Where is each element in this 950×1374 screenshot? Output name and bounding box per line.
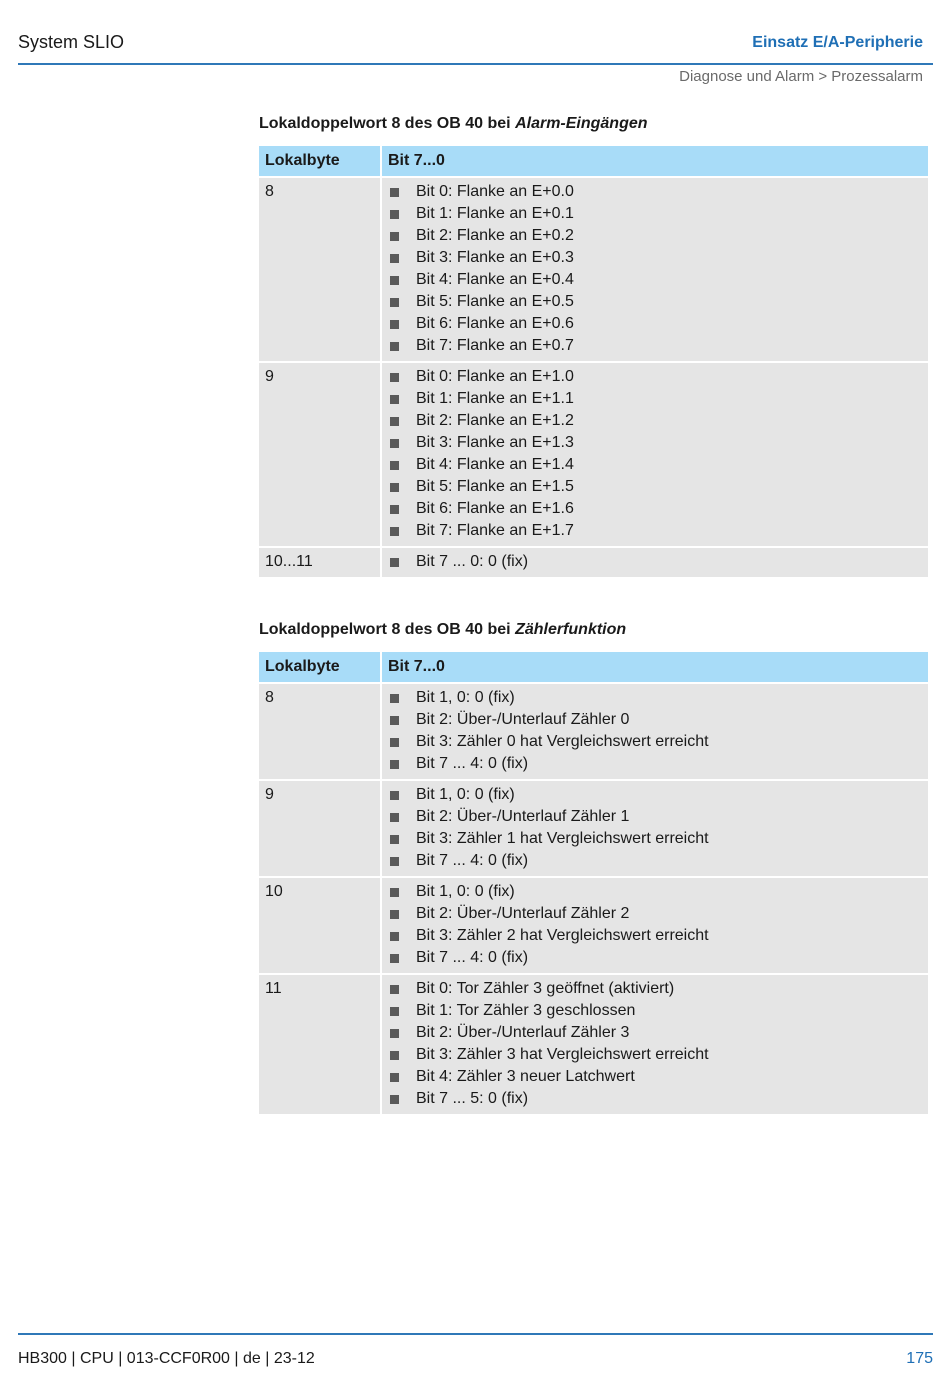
bit-list <box>388 978 922 1110</box>
square-bullet-icon <box>390 888 399 897</box>
list-item-text: Bit 7 ... 5: 0 (fix) <box>416 1090 529 1107</box>
header-title: System SLIO <box>18 32 125 52</box>
list-item-text: Bit 5: Flanke an E+0.5 <box>416 293 574 310</box>
list-item-text: Bit 6: Flanke an E+0.6 <box>416 315 574 332</box>
table-alarm-inputs <box>257 144 930 579</box>
table-row <box>259 975 928 1114</box>
square-bullet-icon <box>390 1051 399 1060</box>
square-bullet-icon <box>390 558 399 567</box>
table-row <box>259 363 928 546</box>
list-item-text: Bit 3: Zähler 1 hat Vergleichswert erreicht <box>416 830 709 847</box>
table-row <box>259 684 928 779</box>
list-item <box>388 828 922 850</box>
table-row <box>259 178 928 361</box>
list-item <box>388 709 922 731</box>
table-counter-function <box>257 650 930 1116</box>
list-item <box>388 1000 922 1022</box>
list-item-text: Bit 0: Flanke an E+0.0 <box>416 183 574 200</box>
table-header-row <box>259 652 928 682</box>
square-bullet-icon <box>390 738 399 747</box>
square-bullet-icon <box>390 527 399 536</box>
list-item-text: Bit 2: Über-/Unterlauf Zähler 2 <box>416 905 630 922</box>
list-item-text: Bit 4: Flanke an E+0.4 <box>416 271 574 288</box>
list-item <box>388 1044 922 1066</box>
bit-description-cell <box>382 781 928 876</box>
list-item-text: Bit 7 ... 4: 0 (fix) <box>416 949 529 966</box>
bit-list <box>388 881 922 969</box>
square-bullet-icon <box>390 954 399 963</box>
square-bullet-icon <box>390 694 399 703</box>
lokalbyte-cell: 8 <box>259 684 380 779</box>
list-item <box>388 388 922 410</box>
bit-list <box>388 551 922 573</box>
list-item <box>388 1066 922 1088</box>
list-item <box>388 925 922 947</box>
list-item-text: Bit 2: Flanke an E+1.2 <box>416 412 574 429</box>
lokalbyte-cell: 10 <box>259 878 380 973</box>
square-bullet-icon <box>390 932 399 941</box>
list-item <box>388 881 922 903</box>
list-item-text: Bit 7 ... 4: 0 (fix) <box>416 852 529 869</box>
square-bullet-icon <box>390 716 399 725</box>
square-bullet-icon <box>390 210 399 219</box>
list-item <box>388 947 922 969</box>
table-row <box>259 781 928 876</box>
list-item <box>388 313 922 335</box>
list-item-text: Bit 3: Zähler 0 hat Vergleichswert erreicht <box>416 733 709 750</box>
column-header-lokalbyte: Lokalbyte <box>259 146 380 176</box>
list-item <box>388 520 922 542</box>
square-bullet-icon <box>390 1007 399 1016</box>
square-bullet-icon <box>390 505 399 514</box>
list-item <box>388 225 922 247</box>
list-item-text: Bit 3: Flanke an E+0.3 <box>416 249 574 266</box>
bit-list <box>388 687 922 775</box>
list-item <box>388 753 922 775</box>
lokalbyte-cell: 11 <box>259 975 380 1114</box>
table-header-row <box>259 146 928 176</box>
square-bullet-icon <box>390 1095 399 1104</box>
square-bullet-icon <box>390 791 399 800</box>
list-item <box>388 978 922 1000</box>
lokalbyte-cell: 8 <box>259 178 380 361</box>
list-item-text: Bit 3: Flanke an E+1.3 <box>416 434 574 451</box>
square-bullet-icon <box>390 439 399 448</box>
list-item-text: Bit 0: Flanke an E+1.0 <box>416 368 574 385</box>
square-bullet-icon <box>390 1029 399 1038</box>
list-item <box>388 498 922 520</box>
list-item-text: Bit 1, 0: 0 (fix) <box>416 786 515 803</box>
list-item-text: Bit 2: Über-/Unterlauf Zähler 3 <box>416 1024 630 1041</box>
square-bullet-icon <box>390 417 399 426</box>
list-item-text: Bit 7: Flanke an E+1.7 <box>416 522 574 539</box>
square-bullet-icon <box>390 461 399 470</box>
table-row <box>259 878 928 973</box>
list-item <box>388 687 922 709</box>
bit-description-cell <box>382 684 928 779</box>
list-item-text: Bit 1, 0: 0 (fix) <box>416 883 515 900</box>
bit-list <box>388 784 922 872</box>
bit-description-cell <box>382 363 928 546</box>
list-item-text: Bit 2: Über-/Unterlauf Zähler 0 <box>416 711 630 728</box>
list-item-text: Bit 2: Flanke an E+0.2 <box>416 227 574 244</box>
lokalbyte-cell: 9 <box>259 781 380 876</box>
section-title-counter-function <box>259 621 626 639</box>
list-item-text: Bit 4: Zähler 3 neuer Latchwert <box>416 1068 635 1085</box>
list-item <box>388 806 922 828</box>
page-number: 175 <box>906 1350 933 1367</box>
list-item <box>388 269 922 291</box>
list-item <box>388 291 922 313</box>
section-title-emphasis: Alarm-Eingängen <box>515 115 648 132</box>
square-bullet-icon <box>390 276 399 285</box>
lokalbyte-cell: 9 <box>259 363 380 546</box>
bit-list <box>388 181 922 357</box>
bit-description-cell <box>382 878 928 973</box>
list-item-text: Bit 7: Flanke an E+0.7 <box>416 337 574 354</box>
bit-description-cell <box>382 548 928 577</box>
list-item <box>388 335 922 357</box>
bit-description-cell <box>382 975 928 1114</box>
list-item <box>388 784 922 806</box>
list-item <box>388 1022 922 1044</box>
column-header-bits: Bit 7...0 <box>382 652 928 682</box>
list-item-text: Bit 7 ... 0: 0 (fix) <box>416 553 529 570</box>
square-bullet-icon <box>390 985 399 994</box>
list-item-text: Bit 5: Flanke an E+1.5 <box>416 478 574 495</box>
square-bullet-icon <box>390 298 399 307</box>
list-item <box>388 247 922 269</box>
square-bullet-icon <box>390 342 399 351</box>
footer-divider <box>18 1333 933 1335</box>
list-item <box>388 432 922 454</box>
section-title-emphasis: Zählerfunktion <box>515 621 627 638</box>
square-bullet-icon <box>390 254 399 263</box>
bit-list <box>388 366 922 542</box>
list-item-text: Bit 4: Flanke an E+1.4 <box>416 456 574 473</box>
section-title-text: Lokaldoppelwort 8 des OB 40 bei <box>259 621 516 638</box>
lokalbyte-cell: 10...11 <box>259 548 380 577</box>
square-bullet-icon <box>390 857 399 866</box>
list-item <box>388 1088 922 1110</box>
footer-document-id: HB300 | CPU | 013-CCF0R00 | de | 23-12 <box>18 1350 315 1367</box>
chapter-title: Einsatz E/A-Peripherie <box>752 34 923 51</box>
list-item-text: Bit 7 ... 4: 0 (fix) <box>416 755 529 772</box>
list-item-text: Bit 1, 0: 0 (fix) <box>416 689 515 706</box>
square-bullet-icon <box>390 1073 399 1082</box>
list-item <box>388 476 922 498</box>
list-item-text: Bit 6: Flanke an E+1.6 <box>416 500 574 517</box>
list-item <box>388 903 922 925</box>
list-item-text: Bit 1: Tor Zähler 3 geschlossen <box>416 1002 636 1019</box>
square-bullet-icon <box>390 373 399 382</box>
square-bullet-icon <box>390 760 399 769</box>
list-item-text: Bit 1: Flanke an E+0.1 <box>416 205 574 222</box>
list-item <box>388 410 922 432</box>
list-item-text: Bit 3: Zähler 2 hat Vergleichswert erreicht <box>416 927 709 944</box>
column-header-lokalbyte: Lokalbyte <box>259 652 380 682</box>
list-item-text: Bit 3: Zähler 3 hat Vergleichswert erreicht <box>416 1046 709 1063</box>
list-item <box>388 181 922 203</box>
square-bullet-icon <box>390 910 399 919</box>
square-bullet-icon <box>390 483 399 492</box>
bit-description-cell <box>382 178 928 361</box>
square-bullet-icon <box>390 395 399 404</box>
list-item <box>388 366 922 388</box>
section-title-alarm-inputs <box>259 115 648 133</box>
section-title-text: Lokaldoppelwort 8 des OB 40 bei <box>259 115 516 132</box>
square-bullet-icon <box>390 813 399 822</box>
list-item <box>388 551 922 573</box>
square-bullet-icon <box>390 835 399 844</box>
list-item-text: Bit 1: Flanke an E+1.1 <box>416 390 574 407</box>
square-bullet-icon <box>390 232 399 241</box>
column-header-bits: Bit 7...0 <box>382 146 928 176</box>
list-item-text: Bit 0: Tor Zähler 3 geöffnet (aktiviert) <box>416 980 675 997</box>
list-item <box>388 203 922 225</box>
list-item-text: Bit 2: Über-/Unterlauf Zähler 1 <box>416 808 630 825</box>
breadcrumb: Diagnose und Alarm > Prozessalarm <box>679 68 923 85</box>
table-row <box>259 548 928 577</box>
square-bullet-icon <box>390 188 399 197</box>
list-item <box>388 850 922 872</box>
list-item <box>388 731 922 753</box>
list-item <box>388 454 922 476</box>
square-bullet-icon <box>390 320 399 329</box>
header-divider <box>18 63 933 65</box>
